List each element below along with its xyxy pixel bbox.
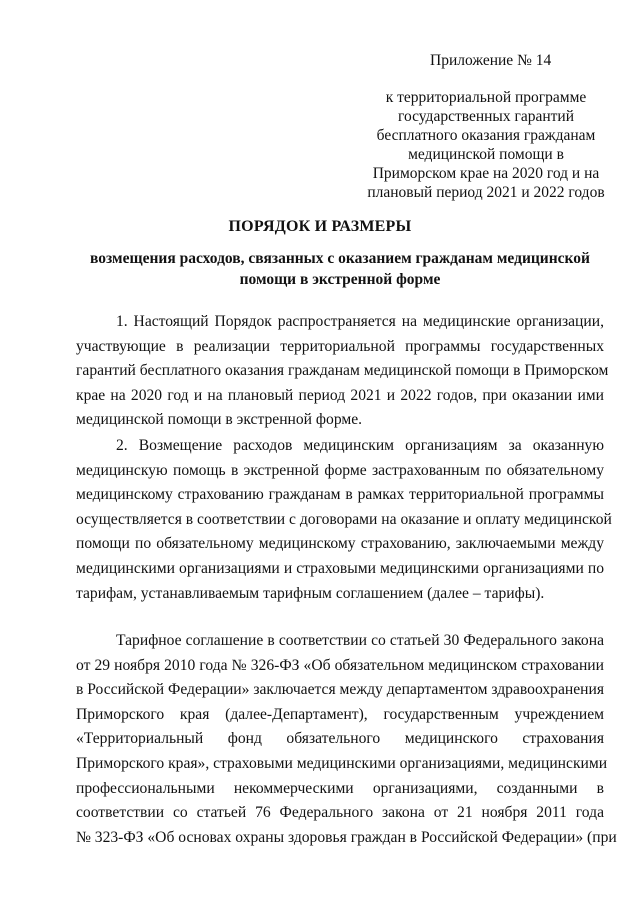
text-line: в Российской Федерации» заключается между департаментом здравоохранения	[76, 681, 605, 699]
text-line: участвующие в реализации территориальной программы государственных	[76, 337, 604, 355]
annex-line: плановый период 2021 и 2022 годов	[367, 184, 605, 201]
subtitle-line: возмещения расходов, связанных с оказанием гражданам медицинской	[90, 250, 590, 267]
text-line: 1. Настоящий Порядок распространяется на медицинские организации,	[116, 313, 604, 330]
text-line: Приморского края (далее-Департамент), государственным учреждением	[76, 705, 604, 723]
text-line: от 29 ноября 2010 года № 326-ФЗ «Об обязательном медицинском страховании	[76, 656, 604, 674]
text-line: Приморского края», страховыми медицинскими организациями, медицинскими	[76, 754, 608, 772]
text-line: профессиональными некоммерческими организациями, созданными в	[76, 779, 604, 797]
annex-line: Приморском крае на 2020 год и на	[372, 165, 600, 182]
annex-line: бесплатного оказания гражданам	[376, 127, 596, 144]
document-subtitle	[60, 248, 620, 290]
annex-line: к территориальной программе	[385, 89, 587, 106]
document-title: ПОРЯДОК И РАЗМЕРЫ	[228, 218, 412, 235]
text-line: крае на 2020 год и на плановый период 2021 и 2022 годов, при оказании ими	[76, 386, 604, 404]
annex-line: медицинской помощи в	[408, 146, 564, 163]
subtitle-line: помощи в экстренной форме	[239, 271, 441, 288]
text-line: медицинскому страхованию гражданам в рамках территориальной программы	[76, 486, 604, 504]
text-line: № 323-ФЗ «Об основах охраны здоровья граждан в Российской Федерации» (при	[76, 828, 617, 846]
annex-title: Приложение № 14	[430, 52, 552, 69]
text-line: гарантий бесплатного оказания гражданам медицинской помощи в Приморском	[76, 362, 609, 380]
text-line: «Территориальный фонд обязательного медицинского страхования	[76, 730, 604, 748]
paragraph-3	[76, 629, 617, 850]
text-line: помощи по обязательному медицинскому страхованию, заключаемыми между	[76, 535, 604, 553]
text-line: 2. Возмещение расходов медицинским организациям за оказанную	[116, 437, 604, 454]
text-line: Тарифное соглашение в соответствии со статьей 30 Федерального закона	[116, 632, 604, 649]
text-line: медицинскими организациями и страховыми медицинскими организациями по	[76, 559, 604, 577]
annex-line: государственных гарантий	[398, 108, 574, 125]
text-line: медицинской помощи в экстренной форме.	[76, 411, 363, 429]
annex-reference	[355, 88, 617, 202]
text-line: осуществляется в соответствии с договорами на оказание и оплату медицинской	[76, 510, 612, 528]
paragraph-2	[76, 434, 612, 606]
text-line: соответствии со статьей 76 Федерального закона от 21 ноября 2011 года	[76, 804, 604, 822]
text-line: медицинскую помощь в экстренной форме застрахованным по обязательному	[76, 461, 604, 479]
text-line: тарифам, устанавливаемым тарифным соглашением (далее – тарифы).	[76, 584, 545, 602]
paragraph-1	[76, 310, 609, 433]
